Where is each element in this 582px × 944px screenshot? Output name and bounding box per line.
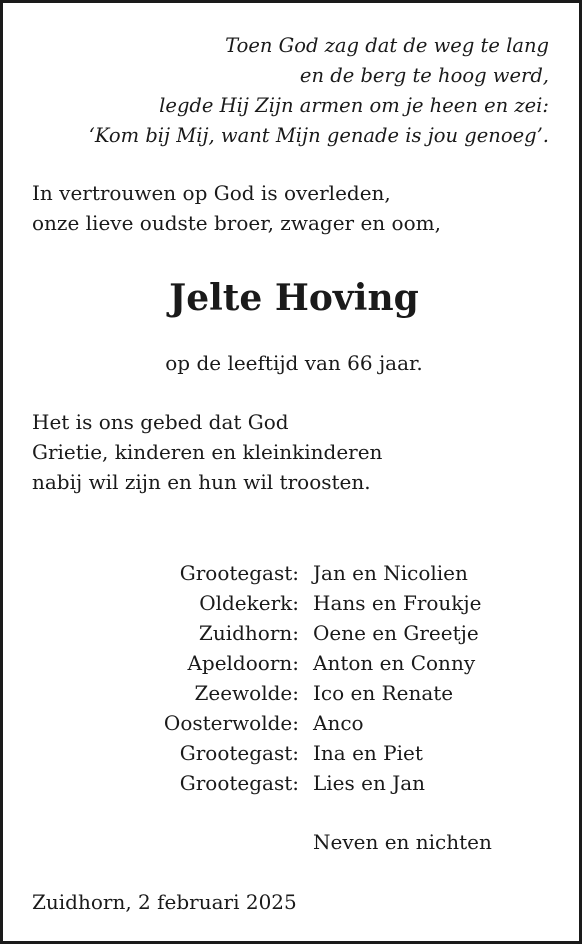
- family-names: Lies en Jan: [313, 771, 426, 795]
- intro-text: [32, 178, 441, 238]
- prayer-line: Grietie, kinderen en kleinkinderen: [32, 440, 383, 464]
- family-names: Anco: [313, 711, 364, 735]
- family-row: [3, 558, 582, 588]
- poem-line: Toen God zag dat de weg te lang: [225, 34, 549, 57]
- poem: [89, 31, 549, 151]
- family-list: [3, 558, 582, 798]
- family-place: Oosterwolde:: [163, 711, 299, 735]
- intro-line: In vertrouwen op God is overleden,: [32, 181, 391, 205]
- family-row: [3, 648, 582, 678]
- family-row: [3, 768, 582, 798]
- family-row: [3, 678, 582, 708]
- intro-line: onze lieve oudste broer, zwager en oom,: [32, 211, 441, 235]
- prayer-line: Het is ons gebed dat God: [32, 410, 289, 434]
- family-names: Hans en Froukje: [313, 591, 482, 615]
- family-names: Anton en Conny: [313, 651, 476, 675]
- family-row: [3, 618, 582, 648]
- deceased-name: Jelte Hoving: [169, 277, 419, 319]
- family-names: Oene en Greetje: [313, 621, 479, 645]
- family-place: Oldekerk:: [199, 591, 299, 615]
- family-place: Grootegast:: [179, 771, 299, 795]
- poem-line: en de berg te hoog werd,: [299, 64, 549, 87]
- family-place: Zuidhorn:: [198, 621, 299, 645]
- family-row: [3, 588, 582, 618]
- family-row: [3, 708, 582, 738]
- family-names: Jan en Nicolien: [313, 561, 468, 585]
- age-line: op de leeftijd van 66 jaar.: [165, 351, 423, 375]
- cousins-line: Neven en nichten: [313, 830, 492, 854]
- family-place: Zeewolde:: [194, 681, 299, 705]
- family-place: Grootegast:: [179, 741, 299, 765]
- family-place: Apeldoorn:: [187, 651, 299, 675]
- poem-line: legde Hij Zijn armen om je heen en zei:: [159, 94, 549, 117]
- family-names: Ina en Piet: [313, 741, 423, 765]
- poem-line: ‘Kom bij Mij, want Mijn genade is jou genoeg’.: [88, 124, 549, 147]
- family-place: Grootegast:: [179, 561, 299, 585]
- family-row: [3, 738, 582, 768]
- prayer-line: nabij wil zijn en hun wil troosten.: [32, 470, 371, 494]
- place-date: Zuidhorn, 2 februari 2025: [32, 890, 297, 914]
- prayer-text: [32, 407, 382, 497]
- family-names: Ico en Renate: [313, 681, 454, 705]
